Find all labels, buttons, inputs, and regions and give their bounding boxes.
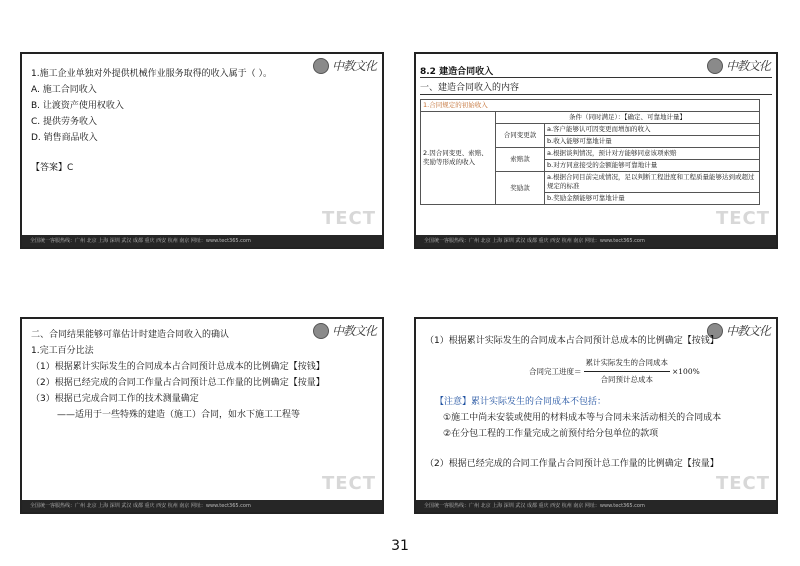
note-item: ①施工中尚未安装或使用的材料成本等与合同未来活动相关的合同成本 — [443, 413, 722, 423]
option-b: B. 让渡资产使用权收入 — [31, 101, 124, 111]
note-item: ②在分包工程的工作量完成之前预付给分包单位的款项 — [443, 429, 659, 439]
brand-logo — [707, 57, 770, 74]
slide-question — [20, 52, 384, 249]
watermark: TECT — [321, 473, 376, 494]
method-note: ——适用于一些特殊的建造（施工）合同，如水下施工工程等 — [57, 410, 301, 420]
slide-footer: 全国统一客服热线：广州 北京 上海 深圳 武汉 成都 重庆 西安 杭州 南京 网址：www.tect365.com — [416, 235, 776, 247]
divider — [420, 94, 772, 95]
logo-text: 中教文化 — [331, 324, 376, 338]
slide-title: 二、合同结果能够可靠估计时建造合同收入的确认 — [31, 330, 230, 340]
progress-formula — [529, 355, 766, 388]
recognition-block — [31, 327, 372, 423]
note-title: 【注意】累计实际发生的合同成本不包括： — [435, 397, 607, 407]
logo-text: 中教文化 — [331, 59, 376, 73]
watermark: TECT — [715, 208, 770, 229]
option-d: D. 销售商品收入 — [31, 133, 98, 143]
logo-text: 中教文化 — [725, 59, 770, 73]
slide-revenue-recognition — [20, 317, 384, 514]
formula-right: ×100% — [672, 366, 700, 376]
group-reward: 奖励款 — [496, 172, 545, 205]
watermark: TECT — [321, 208, 376, 229]
method-item: （1）根据累计实际发生的合同成本占合同预计总成本的比例确定【按钱】 — [31, 362, 325, 372]
method-heading: 1.完工百分比法 — [31, 346, 94, 356]
formula-fraction — [584, 355, 671, 388]
cost-method-line: （1）根据累计实际发生的合同成本占合同预计总成本的比例确定【按钱】 — [425, 336, 719, 346]
slide-contract-revenue — [414, 52, 778, 249]
answer-text: 【答案】C — [31, 163, 74, 173]
option-c: C. 提供劳务收入 — [31, 117, 98, 127]
conditions-header: 条件（同时满足）：【确定、可靠地计量】 — [496, 112, 760, 124]
formula-left: 合同完工进度＝ — [529, 366, 582, 376]
divider — [420, 77, 772, 78]
row-initial-revenue: 1.合同规定的初始收入 — [421, 100, 760, 112]
condition-item: a.客户能够认可因变更而增加的收入 — [545, 124, 760, 136]
method-item: （3）根据已完成合同工作的技术测量确定 — [31, 394, 199, 404]
condition-item: b.奖励金额能够可靠地计量 — [545, 193, 760, 205]
formula-numerator: 累计实际发生的合同成本 — [584, 355, 671, 372]
slide-footer: 全国统一客服热线：广州 北京 上海 深圳 武汉 成都 重庆 西安 杭州 南京 网址：www.tect365.com — [22, 235, 382, 247]
group-claim: 索赔款 — [496, 148, 545, 172]
quantity-method-line: （2）根据已经完成的合同工作量占合同预计总工作量的比例确定【按量】 — [425, 459, 719, 469]
page-number: 31 — [391, 538, 409, 554]
slide-cost-method — [414, 317, 778, 514]
condition-item: b.收入能够可靠地计量 — [545, 136, 760, 148]
question-text: 1.施工企业单独对外提供机械作业服务取得的收入属于（ ）。 — [31, 69, 272, 79]
slide-subtitle: 一、建造合同收入的内容 — [420, 83, 520, 93]
logo-text: 中教文化 — [725, 324, 770, 338]
option-a: A. 施工合同收入 — [31, 85, 97, 95]
question-block — [31, 66, 332, 176]
method-item: （2）根据已经完成的合同工作量占合同预计总工作量的比例确定【按量】 — [31, 378, 325, 388]
change-revenue-label: 2.因合同变更、索赔、奖励等形成的收入 — [421, 112, 496, 205]
revenue-table — [420, 99, 760, 205]
formula-denominator: 合同预计总成本 — [600, 375, 653, 384]
condition-item: a.根据合同目前完成情况，足以判断工程进度和工程质量能够达到或超过规定的标准 — [545, 172, 760, 193]
group-change: 合同变更款 — [496, 124, 545, 148]
watermark: TECT — [715, 473, 770, 494]
slide-footer: 全国统一客服热线：广州 北京 上海 深圳 武汉 成都 重庆 西安 杭州 南京 网址：www.tect365.com — [416, 500, 776, 512]
cost-method-block — [425, 333, 766, 472]
slide-title: 8.2 建造合同收入 — [420, 67, 494, 77]
condition-item: b.对方同意接受的金额能够可靠地计量 — [545, 160, 760, 172]
condition-item: a.根据谈判情况，预计对方能够同意该项索赔 — [545, 148, 760, 160]
slide-footer: 全国统一客服热线：广州 北京 上海 深圳 武汉 成都 重庆 西安 杭州 南京 网址：www.tect365.com — [22, 500, 382, 512]
